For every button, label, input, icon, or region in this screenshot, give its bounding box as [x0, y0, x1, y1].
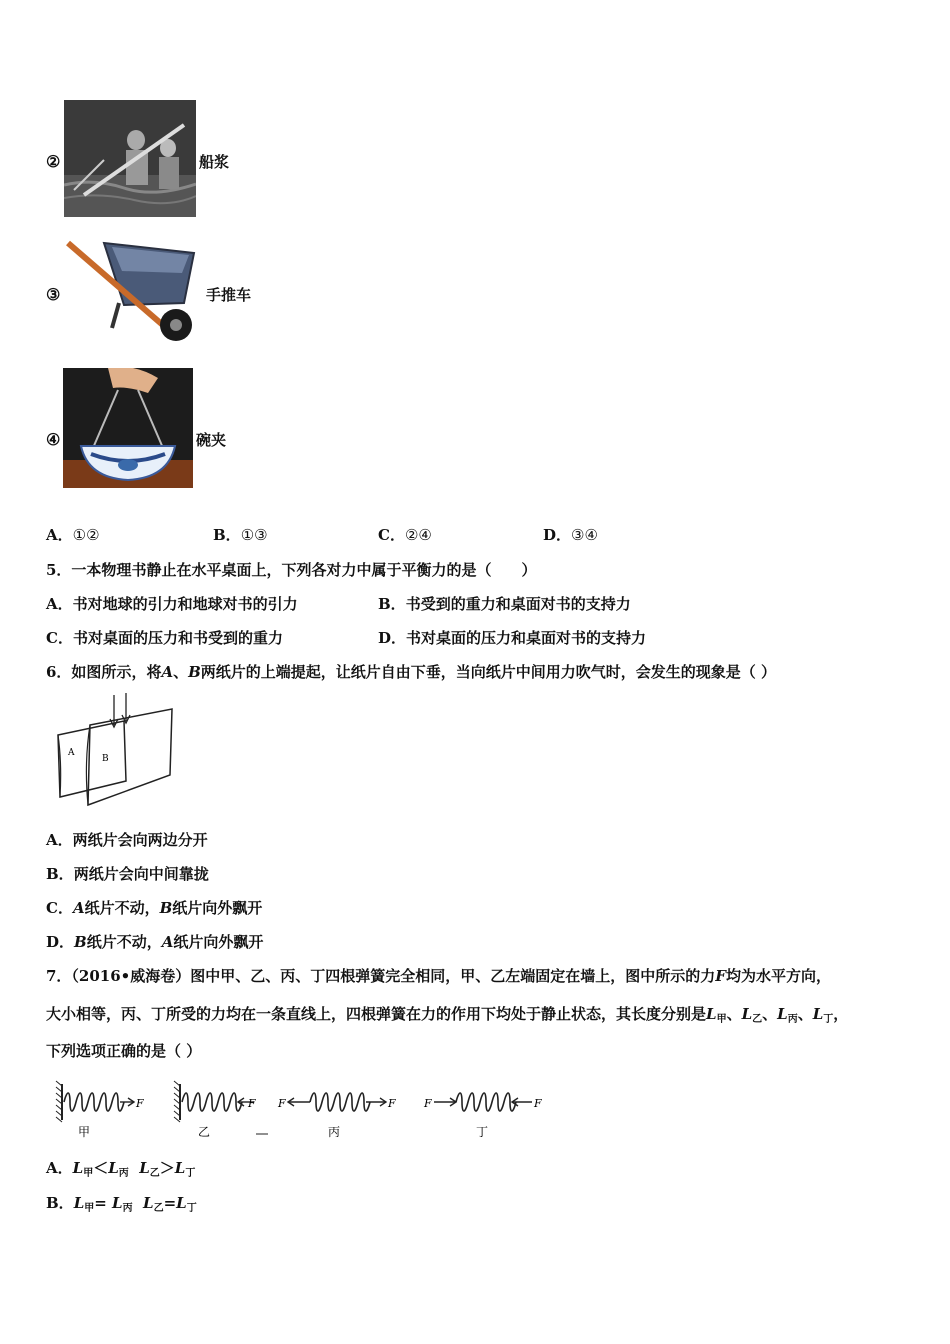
option-letter: D．: [543, 526, 572, 544]
option-letter: C．: [46, 899, 73, 917]
sub: 丙: [118, 1168, 129, 1179]
var: B: [159, 899, 173, 917]
force-label: F: [424, 1097, 432, 1110]
force-label: F: [388, 1097, 396, 1110]
force-label: F: [278, 1097, 286, 1110]
option-text: 书对地球的引力和地球对书的引力: [72, 595, 298, 613]
var-l: L: [73, 1194, 85, 1212]
option-d: [543, 525, 598, 545]
option-letter: B．: [46, 1194, 74, 1212]
relation: ＜: [93, 1159, 109, 1177]
option-letter: C．: [378, 526, 405, 544]
sep: 、: [762, 1005, 778, 1023]
q7-option-b: [46, 1193, 197, 1216]
sub: 丙: [122, 1203, 133, 1214]
sep: 、: [173, 663, 189, 681]
var-l: L: [777, 1005, 788, 1023]
force-label: F: [248, 1097, 256, 1110]
var: A: [161, 933, 174, 951]
var-a: A: [161, 663, 174, 681]
q5-option-c: [46, 628, 283, 648]
option-text: 书对桌面的压力和桌面对书的支持力: [406, 629, 647, 647]
var-l: L: [176, 1194, 187, 1212]
question-7-line2: 大小相等，丙、丁所受的力均在一条直线上，四根弹簧在力的作用下均处于静止状态，其长度分别是$L_甲$、$L_乙$、$L_丙$、$L_丁$，: [46, 1005, 849, 1025]
sub: 丁: [186, 1203, 197, 1214]
bowl-clamp-photo: [63, 368, 193, 488]
var-l: L: [812, 1005, 824, 1023]
option-letter: A．: [46, 526, 73, 544]
q5-option-b: [378, 594, 631, 614]
paper-sheets-figure: [52, 693, 177, 808]
var-b: B: [188, 663, 201, 681]
q5-option-d: [378, 628, 646, 648]
springs-figure: [48, 1076, 550, 1146]
option-letter: C．: [46, 629, 73, 647]
relation: ＞: [159, 1159, 175, 1177]
option-text: 纸片不动，: [86, 933, 162, 951]
fig-label-a: A: [68, 748, 75, 758]
option-letter: D．: [46, 933, 75, 951]
option-text: 书对桌面的压力和书受到的重力: [72, 629, 283, 647]
var-f: F: [715, 967, 726, 985]
sub: 丁: [823, 1014, 834, 1025]
force-label: F: [534, 1097, 542, 1110]
var-l: L: [741, 1005, 753, 1023]
sep: 、: [726, 1005, 742, 1023]
spring-label-ding: 丁: [476, 1125, 489, 1139]
q6-option-c: [46, 898, 262, 918]
option-letter: B．: [378, 595, 406, 613]
sub: 乙: [153, 1203, 164, 1214]
sub: 甲: [716, 1014, 727, 1025]
force-label: F: [136, 1097, 144, 1110]
sub: 乙: [149, 1168, 160, 1179]
option-letter: A．: [46, 1159, 73, 1177]
var-l: L: [139, 1159, 150, 1177]
spring-label-yi: 乙: [198, 1125, 211, 1139]
item-label: 手推车: [206, 286, 252, 304]
option-letter: D．: [378, 629, 407, 647]
q6-option-a: [46, 830, 208, 850]
wheelbarrow-photo: [64, 233, 199, 345]
q7-option-a: [46, 1158, 195, 1181]
rowing-boat-photo: [64, 100, 196, 217]
option-text: ②④: [404, 526, 432, 544]
spring-label-bing: 丙: [328, 1125, 341, 1139]
option-text: 书受到的重力和桌面对书的支持力: [405, 595, 631, 613]
stem-text: 大小相等，丙、丁所受的力均在一条直线上，四根弹簧在力的作用下均处于静止状态，其长度分别是: [46, 1005, 707, 1023]
question-7-line3: 下列选项正确的是（ ）: [46, 1042, 202, 1060]
var-l: L: [72, 1159, 84, 1177]
var-l: L: [706, 1005, 717, 1023]
option-text: 纸片向外飘开: [173, 933, 264, 951]
option-c: [378, 525, 432, 545]
option-text: 两纸片会向中间靠拢: [73, 865, 209, 883]
option-letter: B．: [46, 865, 74, 883]
option-text: 纸片不动，: [84, 899, 160, 917]
sub: 甲: [83, 1168, 94, 1179]
option-b: [213, 525, 268, 545]
option-letter: B．: [213, 526, 241, 544]
option-text: 两纸片会向两边分开: [72, 831, 208, 849]
q6-option-d: [46, 932, 263, 952]
item-number: ②: [46, 152, 61, 171]
item-label: 船浆: [199, 153, 230, 171]
option-text: ③④: [571, 526, 598, 544]
option-letter: A．: [46, 595, 73, 613]
q6-option-b: [46, 864, 209, 884]
sub: 丙: [787, 1014, 798, 1025]
var: B: [74, 933, 87, 951]
item-number: ③: [46, 285, 61, 304]
var-l: L: [174, 1159, 186, 1177]
item-label: 碗夹: [196, 431, 227, 449]
stem-text: 均为水平方向，: [725, 967, 831, 985]
option-text: 纸片向外飘开: [172, 899, 263, 917]
var: A: [72, 899, 85, 917]
option-a: [46, 525, 100, 545]
sub: 乙: [752, 1014, 763, 1025]
var-l: L: [143, 1194, 154, 1212]
option-text: ①②: [72, 526, 100, 544]
sep: 、: [797, 1005, 813, 1023]
question-6-stem: [46, 662, 776, 682]
var-l: L: [112, 1194, 123, 1212]
question-5-stem: 5．一本物理书静止在水平桌面上，下列各对力中属于平衡力的是（ ）: [46, 561, 537, 579]
relation: =: [163, 1194, 177, 1212]
var-l: L: [108, 1159, 119, 1177]
option-text: ①③: [240, 526, 268, 544]
question-7-line1: [46, 966, 831, 986]
stem-text: 7．（2016•威海卷）图中甲、乙、丙、丁四根弹簧完全相同，甲、乙左端固定在墙上，图中所示的力: [46, 967, 716, 985]
relation: =: [94, 1194, 107, 1212]
spring-label-jia: 甲: [78, 1125, 91, 1139]
stem-text: 6．如图所示，将: [46, 663, 162, 681]
item-number: ④: [46, 430, 61, 449]
fig-label-b: B: [102, 754, 109, 764]
sub: 丁: [185, 1168, 196, 1179]
stem-text: 两纸片的上端提起，让纸片自由下垂，当向纸片中间用力吹气时，会发生的现象是（ ）: [200, 663, 777, 681]
sub: 甲: [84, 1203, 95, 1214]
option-letter: A．: [46, 831, 73, 849]
q5-option-a: [46, 594, 298, 614]
